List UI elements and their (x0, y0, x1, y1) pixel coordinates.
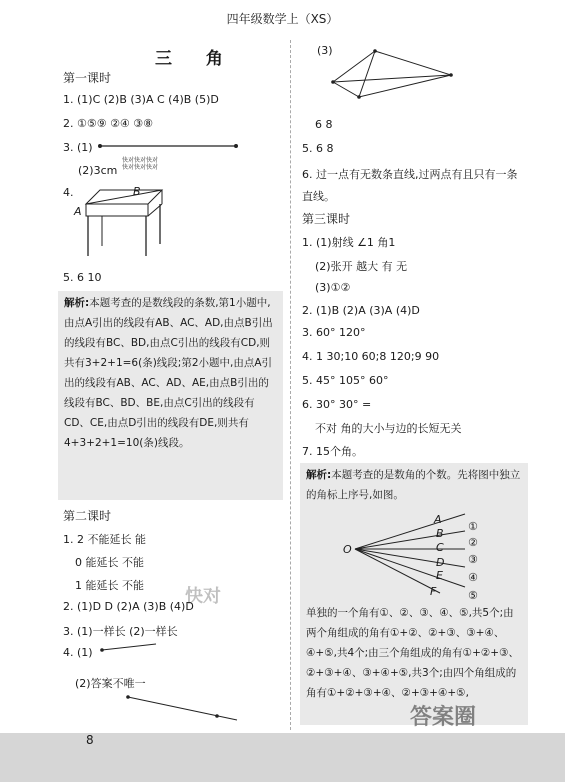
q4b-line-figure (125, 694, 240, 724)
l3-q3: 3. 60° 120° (302, 326, 366, 339)
l3-q6b: 不对 角的大小与边的长短无关 (315, 422, 462, 435)
l1-q5: 5. 6 10 (63, 271, 102, 284)
analysis-label-right: 解析: (306, 469, 332, 481)
l3-q1b: (2)张开 越大 有 无 (315, 260, 408, 273)
lesson-2-heading: 第二课时 (63, 509, 112, 523)
l3-q5: 5. 45° 105° 60° (302, 374, 389, 387)
l2-q1a: 1. 2 不能延长 能 (63, 533, 146, 546)
chapter-title: 三 角 (155, 49, 237, 69)
fan-label-o: O (343, 543, 352, 556)
fan-label-d: D (436, 556, 445, 569)
l2-q4b: (2)答案不唯一 (75, 677, 146, 690)
l1-q2: 2. ①⑤⑨ ②④ ③⑧ (63, 117, 154, 130)
r-q6: 6. 过一点有无数条直线,过两点有且只有一条直线。 (302, 168, 518, 203)
lesson-3-heading: 第三课时 (302, 212, 351, 226)
analysis-box-left (58, 291, 283, 500)
column-divider (290, 40, 292, 730)
page-footer-band (0, 733, 565, 782)
fan-circle-3: ③ (468, 553, 478, 566)
l1-q1: 1. (1)C (2)B (3)A C (4)B (5)D (63, 93, 219, 106)
fan-circle-1: ① (468, 520, 478, 533)
page-header: 四年级数学上（XS） (226, 12, 339, 26)
analysis-text-right-2: 单独的一个角有①、②、③、④、⑤,共5个;由两个角组成的角有①+②、②+③、③+④、④+⑤,共4个;由三个角组成的角有①+②+③、②+③+④、③+④+⑤,共3个;由四个角组成的角有①+②+③+④、②+③+④+⑤, (306, 607, 520, 699)
table-figure (72, 182, 177, 262)
l3-q1a: 1. (1)射线 ∠1 角1 (302, 236, 396, 249)
analysis-label-left: 解析: (64, 297, 90, 309)
fan-circle-4: ④ (468, 571, 478, 584)
fan-label-a: A (434, 513, 442, 526)
q3-line-figure (96, 140, 246, 152)
fan-circle-2: ② (468, 536, 478, 549)
l2-q4: 4. (1) (63, 646, 93, 659)
label-b: B (133, 185, 141, 198)
analysis-box-right (300, 463, 528, 725)
watermark-left: 快对 (185, 586, 221, 607)
l2-q1c: 1 能延长 不能 (75, 579, 144, 592)
tiny-text-1: 快对快对快对 (122, 157, 159, 164)
l1-q4: 4. (63, 186, 74, 199)
l2-q2: 2. (1)D D (2)A (3)B (4)D (63, 600, 194, 613)
angle-fan-figure (300, 509, 528, 599)
l3-q2: 2. (1)B (2)A (3)A (4)D (302, 304, 420, 317)
analysis-text-left: 本题考查的是数线段的条数,第1小题中,由点A引出的线段有AB、AC、AD,由点B引出的线段有BC、BD,由点C引出的线段有CD,则共有3+2+1=6(条)线段;第2小题中,由点A引出的线段有AB、AC、AD、AE,由点B引出的线段有BC、BD、BE,由点C引出的线段有CD、CE,由点D引出的线段有DE,则共有4+3+2+1=10(条)线段。 (64, 297, 273, 449)
fan-circle-5: ⑤ (468, 589, 478, 602)
fan-label-c: C (436, 541, 444, 554)
q3-3-label: (3) (317, 44, 333, 57)
fan-label-f: F (430, 585, 437, 598)
analysis-text-right: 本题考查的是数角的个数。先将图中独立的角标上序号,如图。 (306, 469, 521, 501)
r-line-1: 6 8 (315, 118, 333, 131)
quadrilateral-figure (325, 45, 465, 103)
label-a: A (74, 205, 82, 218)
page-number: 8 (86, 733, 94, 747)
l1-q3b: (2)3cm (78, 164, 118, 177)
l2-q3: 3. (1)一样长 (2)一样长 (63, 625, 178, 638)
l3-q6a: 6. 30° 30° = (302, 398, 372, 411)
l1-q3a: 3. (1) (63, 141, 93, 154)
l3-q1c: (3)①② (315, 281, 351, 294)
l3-q7: 7. 15个角。 (302, 445, 363, 458)
lesson-1-heading: 第一课时 (63, 71, 112, 85)
q4-ray-figure (100, 642, 160, 658)
tiny-text-2: 快对快对快对 (122, 164, 159, 171)
fan-label-b: B (436, 527, 444, 540)
l3-q4: 4. 1 30;10 60;8 120;9 90 (302, 350, 440, 363)
r-q5: 5. 6 8 (302, 142, 334, 155)
l2-q1b: 0 能延长 不能 (75, 556, 144, 569)
watermark-answer: 答案圈 (410, 705, 477, 730)
fan-label-e: E (436, 569, 443, 582)
